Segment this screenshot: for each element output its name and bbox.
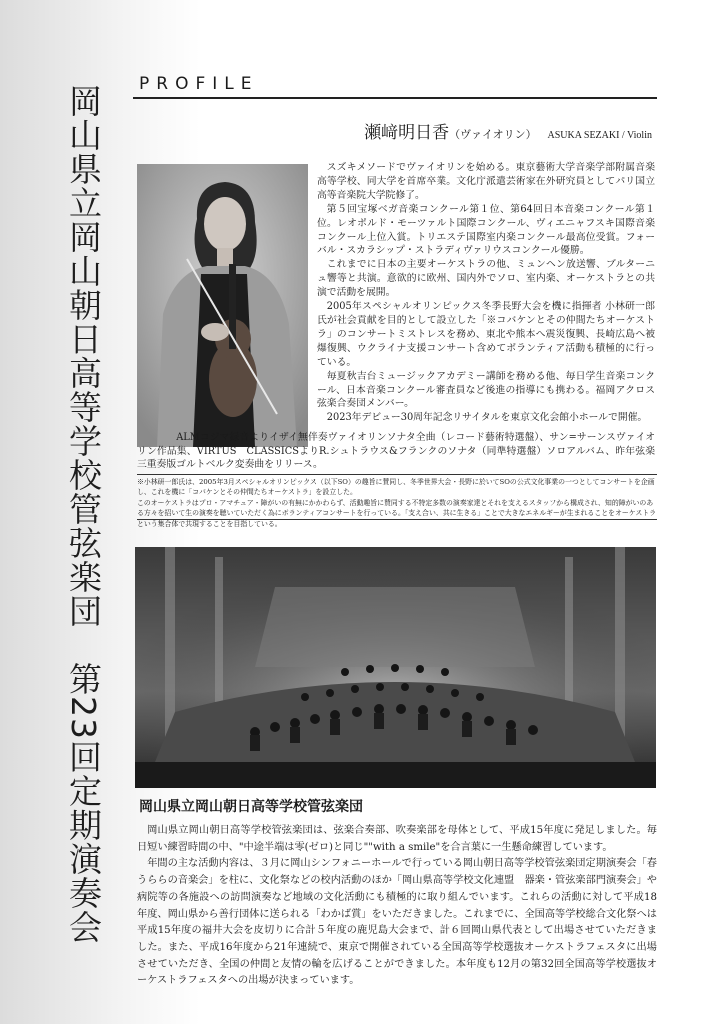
- footnote-line: このオーケストラはプロ・アマチュア・障がいの有無にかかわらず、活動趣旨に賛同する不特定多数の演奏家達とそれを支えるスタッフから構成され、知的障がいのある方々を招いて生の演奏を聴いていただく為にボランティアコンサートを行っている。「支え合い、共に生きる」ことで大きなエネルギーが生まれることをオーケストラという集合体で共現することを目指している。: [137, 498, 657, 528]
- discography-text: ALMコジマ録音よりイザイ無伴奏ヴァイオリンソナタ全曲（レコード藝術特選盤）、サン=サーンスヴァイオリン作品集、VIRTUS CLASSICSよりR.シュトラウス&フランクのソナタ（同準特選盤）ソロアルバム、昨年弦楽三重奏版ゴルトベルク変奏曲をリリース。: [137, 432, 655, 471]
- footnote: [137, 477, 657, 529]
- footnote-line: ※小林研一郎氏は、2005年3月スペシャルオリンピックス（以下SO）の趣旨に賛同し、冬季世界大会・長野に於いてSOの公式文化事業の一つとしてコンサートを企画し、これを機に「コバケンとその仲間たちオーケストラ」を設立した。: [137, 478, 655, 497]
- performer-name-line: [260, 118, 652, 143]
- discography-paragraph: [137, 431, 655, 472]
- performer-instrument: （ヴァイオリン）: [449, 128, 537, 141]
- bio-paragraph: 毎夏秋吉台ミュージックアカデミー講師を務める他、毎日学生音楽コンクール、日本音楽コンクール審査員など後進の指導にも携わる。福岡アクロス弦楽合奏団メンバー。: [317, 370, 655, 410]
- profile-divider: [133, 97, 657, 99]
- bio-paragraph: スズキメソードでヴァイオリンを始める。東京藝術大学音楽学部附属音楽高等学校、同大学を首席卒業。文化庁派遣芸術家在外研究員としてパリ国立高等音楽院大学院修了。: [317, 162, 655, 201]
- bio-paragraph: 2005年スペシャルオリンピックス冬季長野大会を機に指揮者 小林研一郎氏が社会貢献を目的として設立した「※コバケンとその仲間たちオーケストラ」のコンサートミストレスを務め、東北や熊本へ震災復興、長崎広島へ被爆復興、ウクライナ支援コンサート含めてボランティア活動も積極的に行っている。: [317, 301, 655, 368]
- bio-paragraph: 2023年デビュー30周年記念リサイタルを東京文化会館小ホールで開催。: [326, 412, 648, 424]
- orchestra-description: [137, 823, 657, 990]
- footnote-top-rule: [137, 474, 657, 475]
- concert-title: 岡山県立岡山朝日高等学校管弦楽団 第23回定期演奏会: [64, 84, 103, 944]
- bio-paragraph: これまでに日本の主要オーケストラの他、ミュンヘン放送響、ブルターニュ響等と共演。意欲的に欧州、国内外でソロ、室内楽、オーケストラとの共演で活動を展開。: [317, 259, 655, 299]
- violinist-portrait-photo: [137, 164, 308, 447]
- orchestra-concert-photo: [135, 547, 656, 788]
- orchestra-paragraph: 岡山県立岡山朝日高等学校管弦楽団は、弦楽合奏部、吹奏楽部を母体として、平成15年度に発足しました。毎日短い練習時間の中、"中途半端は零(ゼロ)と同じ""with a smile"を合言葉に一生懸命練習しています。: [137, 825, 657, 853]
- bio-paragraph: 第５回宝塚ベガ音楽コンクール第１位、第64回日本音楽コンクール第１位。レオポルド・モーツァルト国際コンクール、ヴィエニャフスキ国際音楽コンクール上位入賞。トリエステ国際室内楽コンクール最高位受賞。フォーバル・スカラシップ・ストラディヴァリウスコンクール優勝。: [317, 203, 655, 257]
- profile-biography: [317, 161, 655, 425]
- profile-heading: PROFILE: [139, 74, 259, 94]
- performer-name-roman: ASUKA SEZAKI / Violin: [547, 130, 652, 141]
- footnote-bottom-rule: [137, 519, 657, 520]
- performer-name: 瀬﨑明日香: [364, 123, 450, 143]
- orchestra-section-title: 岡山県立岡山朝日高等学校管弦楽団: [139, 799, 363, 815]
- orchestra-paragraph: 年間の主な活動内容は、３月に岡山シンフォニーホールで行っている岡山朝日高等学校管弦楽団定期演奏会「春うららの音楽会」を柱に、文化祭などの校内活動のほか「岡山県高等学校文化連盟 器楽・管弦楽部門演奏会」や病院等の各施設への訪問演奏など地域の文化活動にも積極的に取り組んでいます。これらの活動に対して平成18年度、岡山県から善行団体に送られる「わかば賞」をいただきました。これまでに、全国高等学校総合文化祭へは平成15年度の福井大会を皮切りに合計５年度の鹿児島大会まで、計６回岡山県代表として出場させていただきました。また、平成16年度から21年連続で、東京で開催されている全国高等学校選抜オーケストラフェスタに出場させていただき、全国の仲間と友情の輪を広げることができました。本年度も12月の第32回全国高等学校選抜オーケストラフェスタへの出場が決まっています。: [137, 858, 657, 987]
